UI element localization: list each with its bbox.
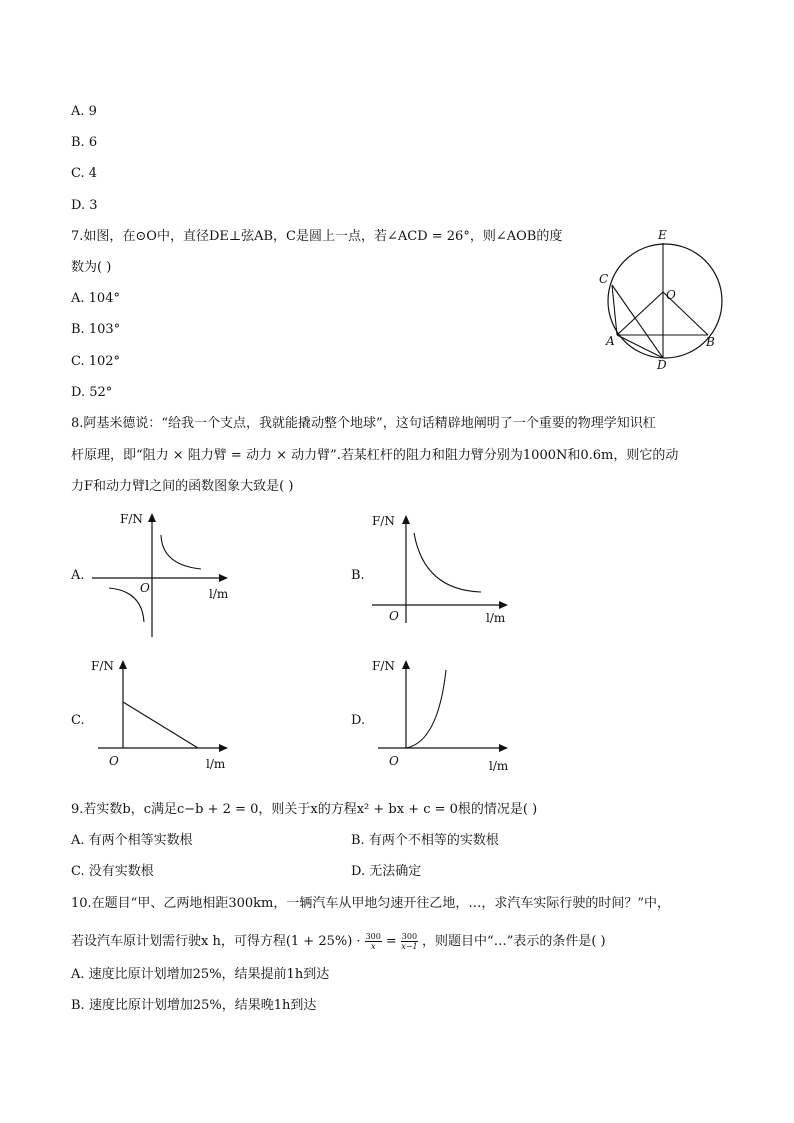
q8-graph-c-y-arrow <box>119 660 127 669</box>
q8-graph-c-x-arrow <box>219 744 228 752</box>
q10-stem-line1: 10.在题目“甲、乙两地相距300km，一辆汽车从甲地匀速开往乙地，…，求汽车实际行驶的时间？”中， <box>71 896 670 911</box>
q7-stem-line2: 数为( ) <box>71 260 112 275</box>
q10-equals: = <box>385 933 397 949</box>
q7-option-b: B. 103° <box>71 322 121 337</box>
q9-option-c: C. 没有实数根 <box>71 864 154 879</box>
q8-graph-d-y-arrow <box>402 660 410 669</box>
q7-label-d: D <box>657 358 667 372</box>
q8-graph-a-y-arrow <box>148 513 156 522</box>
q9-option-b: B. 有两个不相等的实数根 <box>351 833 499 848</box>
q10-fraction-2-numerator: 300 <box>401 932 418 941</box>
q10-option-b: B. 速度比原计划增加25%，结果晚1h到达 <box>71 998 317 1013</box>
q8-stem-line1: 8.阿基米德说：“给我一个支点，我就能撬动整个地球”，这句话精辟地阐明了一个重要的物理学知识杠 <box>71 416 656 431</box>
q8-graph-b-y-label: F/N <box>372 514 395 528</box>
q7-label-b: B <box>706 335 715 349</box>
q8-graph-c-origin: O <box>109 754 119 768</box>
q8-graph-d <box>368 650 528 775</box>
q8-choice-d-label: D. <box>351 713 366 728</box>
q10-option-a: A. 速度比原计划增加25%，结果提前1h到达 <box>71 967 330 982</box>
q10-stem-line2 <box>71 932 606 951</box>
q7-circle-figure <box>595 225 745 375</box>
q8-graph-d-origin: O <box>389 754 399 768</box>
q7-label-a: A <box>606 334 615 348</box>
q7-label-c: C <box>599 272 609 286</box>
q7-segment-ad <box>617 335 663 358</box>
q10-stem-line2-end: ，则题目中“…”表示的条件是( ) <box>422 933 606 949</box>
q10-stem-line2-start: 若设汽车原计划需行驶x h，可得方程(1 + 25%) · <box>71 933 361 949</box>
q8-graph-d-y-label: F/N <box>372 659 395 673</box>
q8-graph-a-x-arrow <box>219 574 228 582</box>
q8-graph-a <box>88 505 248 640</box>
q7-label-o: O <box>666 288 676 302</box>
q8-graph-c-x-label: l/m <box>206 757 226 771</box>
q8-graph-b-curve <box>414 533 481 592</box>
q8-graph-c-y-label: F/N <box>91 659 114 673</box>
q7-option-a: A. 104° <box>71 291 120 306</box>
q7-segment-cd <box>612 285 663 358</box>
q8-graph-b-y-arrow <box>402 515 410 524</box>
q10-fraction-1-numerator: 300 <box>365 932 381 941</box>
q8-graph-b-x-label: l/m <box>486 611 506 625</box>
q8-graph-b-x-arrow <box>499 601 508 609</box>
q10-fraction-2 <box>401 932 418 951</box>
q8-graph-b-origin: O <box>389 609 399 623</box>
q8-stem-line2: 杆原理，即“阻力 × 阻力臂 = 动力 × 动力臂”.若某杠杆的阻力和阻力臂分别为1000N和0.6m，则它的动 <box>71 448 679 463</box>
q8-graph-c-line <box>123 702 198 748</box>
q9-option-d: D. 无法确定 <box>351 864 422 879</box>
q8-choice-a-label: A. <box>71 568 85 583</box>
q7-stem-line1: 7.如图，在⊙O中，直径DE⊥弦AB，C是圆上一点，若∠ACD = 26°，则∠AOB的度 <box>71 229 563 244</box>
q8-graph-d-curve <box>406 670 446 748</box>
q7-circle <box>608 244 722 358</box>
q6-option-d: D. 3 <box>71 198 98 213</box>
q8-graph-d-x-arrow <box>499 744 508 752</box>
q9-stem: 9.若实数b，c满足c−b + 2 = 0，则关于x的方程x² + bx + c = 0根的情况是( ) <box>71 802 538 817</box>
q10-fraction-2-denominator: x−1 <box>401 942 418 951</box>
q8-graph-a-origin: O <box>140 581 150 595</box>
q8-graph-b <box>368 505 528 635</box>
q8-choice-b-label: B. <box>351 568 365 583</box>
q8-graph-c <box>88 650 248 775</box>
q8-graph-a-curve-third-quadrant <box>109 588 144 622</box>
q8-graph-a-y-label: F/N <box>120 512 143 526</box>
q8-choice-c-label: C. <box>71 713 85 728</box>
q8-graph-a-curve-first-quadrant <box>161 535 201 569</box>
q7-option-d: D. 52° <box>71 385 113 400</box>
q7-option-c: C. 102° <box>71 354 121 369</box>
q6-option-a: A. 9 <box>71 104 97 119</box>
q10-fraction-1 <box>365 932 382 951</box>
q9-option-a: A. 有两个相等实数根 <box>71 833 193 848</box>
q8-stem-line3: 力F和动力臂l之间的函数图象大致是( ) <box>71 479 294 494</box>
q6-option-b: B. 6 <box>71 135 98 150</box>
q7-label-e: E <box>658 228 667 242</box>
q10-fraction-1-denominator: x <box>370 942 376 951</box>
q6-option-c: C. 4 <box>71 166 98 181</box>
q8-graph-d-x-label: l/m <box>489 759 509 773</box>
q7-segment-oa <box>617 292 663 335</box>
q8-graph-a-x-label: l/m <box>209 587 229 601</box>
